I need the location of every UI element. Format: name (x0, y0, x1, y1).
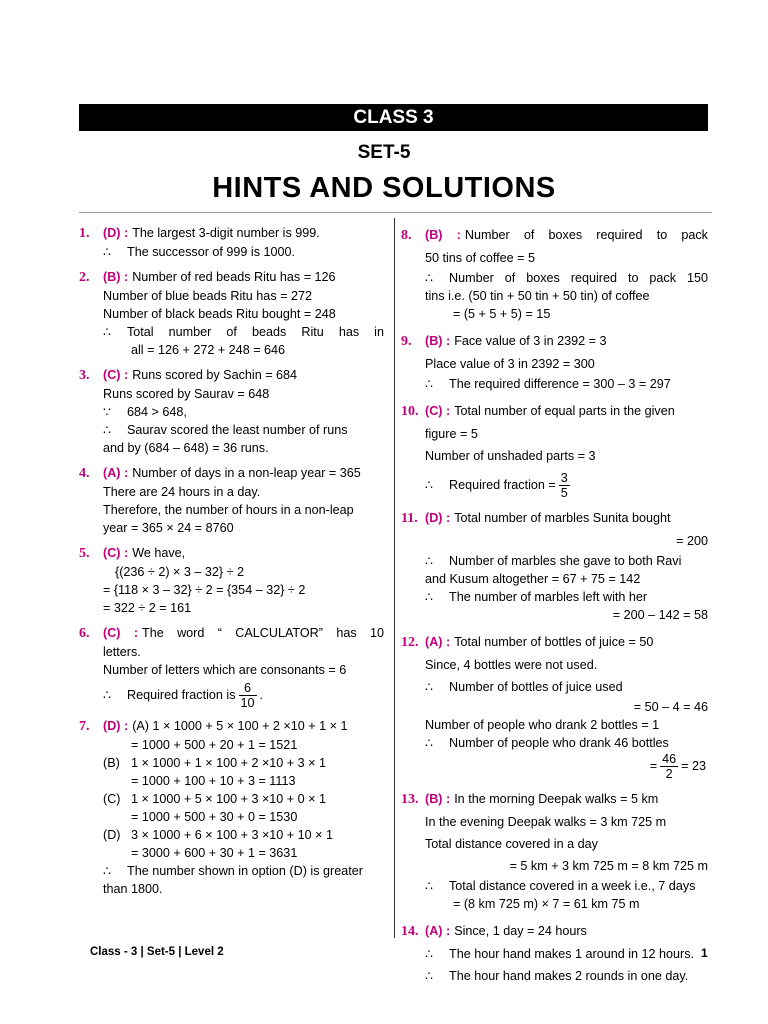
solution-text: = 200 – 142 = 58 (612, 608, 708, 622)
answer-option: (A) : (103, 466, 129, 480)
solution-text: 3 × 1000 + 6 × 100 + 3 ×10 + 10 × 1 (131, 828, 334, 842)
fraction-denominator: 2 (665, 767, 673, 781)
solution-text: = 5 km + 3 km 725 m = 8 km 725 m (509, 859, 708, 873)
solution-text: = {118 × 3 – 32} ÷ 2 = {354 – 32} ÷ 2 (103, 583, 306, 597)
option-tag: (C) (103, 792, 121, 806)
answer-option: (B) : (103, 270, 129, 284)
solution-text: Total number of bottles of juice = 50 (454, 635, 654, 649)
solution-text: There are 24 hours in a day. (103, 485, 261, 499)
solution-2 (79, 268, 384, 359)
solution-text: Face value of 3 in 2392 = 3 (454, 334, 607, 348)
solution-text: The word “ CALCULATOR” has 10 (142, 626, 384, 640)
solution-text: Total distance covered in a week i.e., 7 days (449, 879, 696, 893)
solution-text: The number shown in option (D) is greater (127, 864, 363, 878)
solution-text: Total number of marbles Sunita bought (454, 511, 671, 525)
page-number: 1 (701, 946, 708, 960)
solution-text: In the evening Deepak walks = 3 km 725 m (425, 815, 667, 829)
solution-text: Number of blue beads Ritu has = 272 (103, 289, 312, 303)
answer-option: (C) : (103, 368, 129, 382)
answer-option: (D) : (103, 719, 129, 733)
answer-option: (D) : (425, 511, 451, 525)
solution-text: Total distance covered in a day (425, 837, 598, 851)
solution-text: Number of boxes required to pack 150 (449, 271, 708, 285)
therefore-icon: ∴ (103, 423, 112, 437)
solution-text: = 200 (676, 534, 708, 548)
answer-option: (B) : (425, 228, 461, 242)
question-number: 10. (401, 404, 419, 419)
set-label: SET-5 (357, 142, 411, 163)
solution-text: In the morning Deepak walks = 5 km (454, 792, 659, 806)
solution-text: (A) 1 × 1000 + 5 × 100 + 2 ×10 + 1 × 1 (132, 719, 348, 733)
solution-text: The hour hand makes 1 around in 12 hours. (449, 947, 695, 961)
solution-text: Number of unshaded parts = 3 (425, 449, 596, 463)
therefore-icon: ∴ (425, 736, 434, 750)
fraction (660, 752, 678, 781)
solution-5 (79, 544, 384, 617)
solution-text: Saurav scored the least number of runs (127, 423, 348, 437)
solution-text: figure = 5 (425, 427, 478, 441)
therefore-icon: ∴ (425, 879, 434, 893)
therefore-icon: ∴ (425, 590, 434, 604)
solution-text: and Kusum altogether = 67 + 75 = 142 (425, 572, 641, 586)
solution-text: . (259, 687, 264, 702)
solution-text: all = 126 + 272 + 248 = 646 (131, 343, 286, 357)
answer-option: (C) : (103, 546, 129, 560)
therefore-icon: ∴ (103, 325, 112, 339)
solution-text: 684 > 648, (127, 405, 187, 419)
therefore-icon: ∴ (425, 554, 434, 568)
therefore-icon: ∴ (425, 947, 434, 961)
solution-text: letters. (103, 645, 141, 659)
therefore-icon: ∴ (425, 969, 434, 983)
solution-text: Number of black beads Ritu bought = 248 (103, 307, 336, 321)
solution-text: = (649, 758, 658, 773)
solution-text: tins i.e. (50 tin + 50 tin + 50 tin) of coffee (425, 289, 650, 303)
therefore-icon: ∴ (425, 377, 434, 391)
therefore-icon: ∴ (103, 864, 112, 878)
solution-text: Since, 4 bottles were not used. (425, 658, 598, 672)
therefore-icon: ∴ (103, 687, 112, 702)
solution-text: = 1000 + 100 + 10 + 3 = 1113 (131, 774, 296, 788)
solution-text: = 50 – 4 = 46 (633, 700, 708, 714)
solution-text: {(236 ÷ 2) × 3 – 32} ÷ 2 (115, 565, 245, 579)
solution-3 (79, 366, 384, 457)
question-number: 1. (79, 226, 90, 241)
solution-text: Total number of equal parts in the given (454, 404, 675, 418)
answer-option: (B) : (425, 792, 451, 806)
question-number: 2. (79, 270, 90, 285)
solution-text: = 1000 + 500 + 30 + 0 = 1530 (131, 810, 298, 824)
solution-text: Runs scored by Saurav = 648 (103, 387, 270, 401)
solution-text: 1 × 1000 + 5 × 100 + 3 ×10 + 0 × 1 (131, 792, 327, 806)
solution-text: Place value of 3 in 2392 = 300 (425, 357, 595, 371)
answer-option: (D) : (103, 226, 129, 240)
solution-text: Number of red beads Ritu has = 126 (132, 270, 336, 284)
solution-text: = (5 + 5 + 5) = 15 (453, 307, 551, 321)
answer-option: (A) : (425, 924, 451, 938)
solution-text: = 23 (681, 758, 706, 773)
solution-text: = 1000 + 500 + 20 + 1 = 1521 (131, 738, 298, 752)
solution-text: Number of letters which are consonants = 6 (103, 663, 347, 677)
header-rule (79, 212, 712, 213)
answer-option: (C) : (103, 626, 139, 640)
because-icon: ∵ (103, 405, 112, 419)
solution-text: = (8 km 725 m) × 7 = 61 km 75 m (453, 897, 640, 911)
solution-13 (401, 788, 708, 913)
footer-label: Class - 3 | Set-5 | Level 2 (90, 946, 224, 958)
solution-4 (79, 464, 384, 537)
solution-text: Required fraction = (449, 477, 556, 492)
therefore-icon: ∴ (425, 680, 434, 694)
solution-text: Number of people who drank 46 bottles (449, 736, 669, 750)
solution-text: The largest 3-digit number is 999. (132, 226, 320, 240)
solution-text: = 3000 + 600 + 30 + 1 = 3631 (131, 846, 298, 860)
question-number: 4. (79, 466, 90, 481)
solution-text: = 322 ÷ 2 = 161 (103, 601, 192, 615)
solution-text: Number of marbles she gave to both Ravi (449, 554, 682, 568)
solution-10 (401, 400, 708, 500)
solution-12 (401, 631, 708, 781)
fraction (239, 681, 257, 710)
solution-9 (401, 330, 708, 393)
question-number: 14. (401, 924, 419, 939)
solution-text: The successor of 999 is 1000. (127, 245, 296, 259)
fraction-denominator: 10 (240, 696, 255, 710)
option-tag: (B) (103, 756, 120, 770)
solution-11 (401, 507, 708, 624)
solution-text: than 1800. (103, 882, 163, 896)
solution-text: Therefore, the number of hours in a non-leap (103, 503, 354, 517)
solution-text: Runs scored by Sachin = 684 (132, 368, 298, 382)
therefore-icon: ∴ (425, 477, 434, 492)
fraction-numerator: 46 (662, 752, 677, 766)
fraction-numerator: 6 (239, 681, 257, 696)
solution-text: The number of marbles left with her (449, 590, 648, 604)
therefore-icon: ∴ (103, 245, 112, 259)
question-number: 6. (79, 626, 90, 641)
therefore-icon: ∴ (425, 271, 434, 285)
solution-text: 50 tins of coffee = 5 (425, 251, 536, 265)
solution-text: Number of boxes required to pack (464, 228, 708, 242)
solution-text: and by (684 – 648) = 36 runs. (103, 441, 269, 455)
right-column (401, 224, 708, 994)
answer-option: (A) : (425, 635, 451, 649)
question-number: 13. (401, 792, 419, 807)
solution-text: year = 365 × 24 = 8760 (103, 521, 234, 535)
answer-option: (B) : (425, 334, 451, 348)
left-column (79, 224, 384, 905)
fraction (559, 471, 570, 500)
solution-text: We have, (132, 546, 186, 560)
solution-text: Number of bottles of juice used (449, 680, 623, 694)
question-number: 8. (401, 228, 412, 243)
answer-option: (C) : (425, 404, 451, 418)
solution-6 (79, 624, 384, 710)
question-number: 11. (401, 511, 418, 526)
solution-text: 1 × 1000 + 1 × 100 + 2 ×10 + 3 × 1 (131, 756, 327, 770)
fraction-denominator: 5 (560, 486, 568, 500)
solution-text: The required difference = 300 – 3 = 297 (449, 377, 671, 391)
solution-1 (79, 224, 384, 261)
question-number: 9. (401, 334, 412, 349)
solution-text: Total number of beads Ritu has in (127, 325, 384, 339)
solution-14 (401, 920, 708, 987)
solution-8 (401, 224, 708, 323)
solution-text: Number of people who drank 2 bottles = 1 (425, 718, 660, 732)
solution-text: The hour hand makes 2 rounds in one day. (449, 969, 689, 983)
option-tag: (D) (103, 828, 121, 842)
solution-7 (79, 717, 384, 898)
question-number: 3. (79, 368, 90, 383)
solution-text: Since, 1 day = 24 hours (454, 924, 587, 938)
question-number: 5. (79, 546, 90, 561)
fraction-numerator: 3 (560, 471, 568, 485)
question-number: 12. (401, 635, 419, 650)
page-title: HINTS AND SOLUTIONS (212, 172, 556, 204)
question-number: 7. (79, 719, 90, 734)
column-divider (394, 218, 395, 938)
solution-text: Required fraction is (127, 687, 236, 702)
solution-text: Number of days in a non-leap year = 365 (132, 466, 361, 480)
class-banner: CLASS 3 (79, 104, 708, 131)
